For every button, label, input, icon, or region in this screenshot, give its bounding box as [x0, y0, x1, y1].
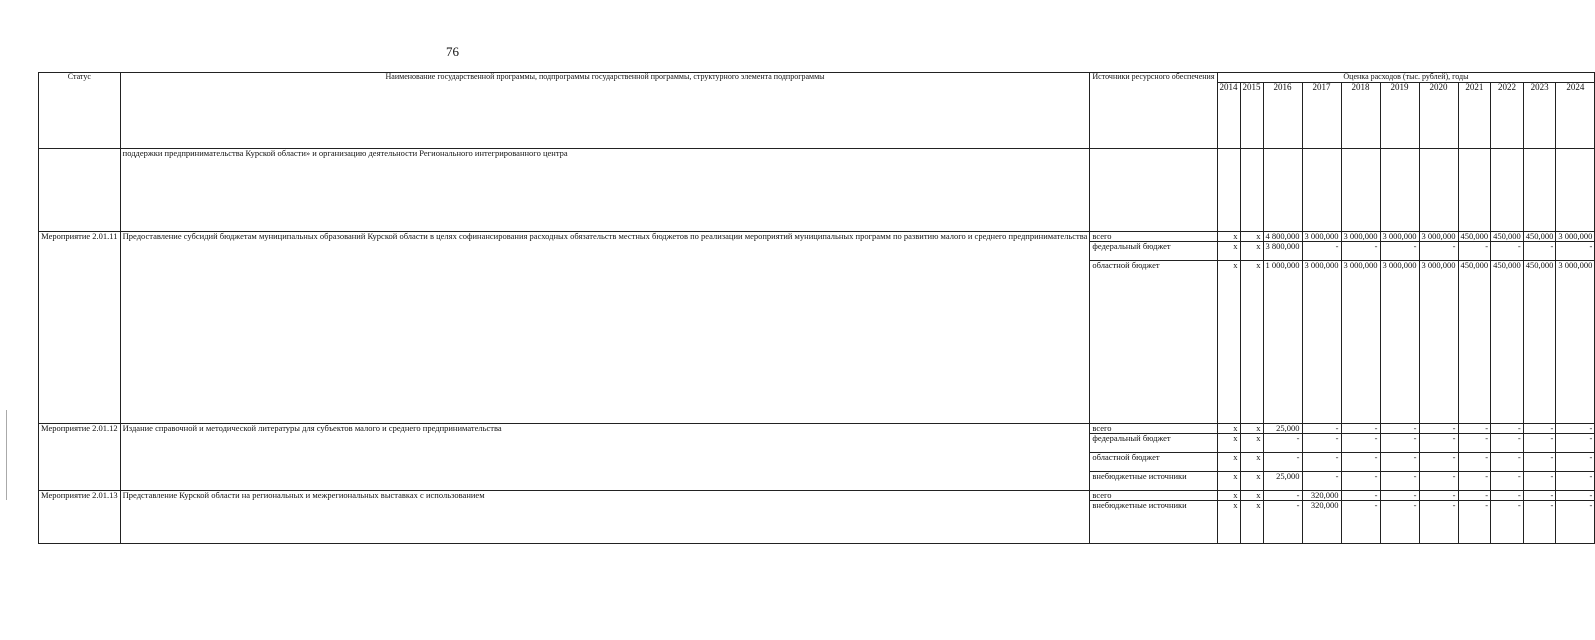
value-cell: 450,000	[1491, 232, 1524, 242]
source-cell: внебюджетные источники	[1090, 472, 1217, 491]
source-cell: областной бюджет	[1090, 453, 1217, 472]
value-cell: -	[1458, 472, 1491, 491]
year-header: 2014	[1217, 83, 1240, 149]
value-cell: -	[1341, 242, 1380, 261]
value-cell: -	[1556, 434, 1595, 453]
value-cell: х	[1217, 434, 1240, 453]
value-cell: 25,000	[1263, 424, 1302, 434]
budget-table	[38, 72, 1595, 544]
value-cell: -	[1341, 491, 1380, 501]
continuation-row	[39, 149, 1595, 232]
value-cell: -	[1380, 472, 1419, 491]
value-cell: -	[1523, 472, 1556, 491]
year-header: 2020	[1419, 83, 1458, 149]
value-cell: -	[1302, 472, 1341, 491]
value-cell: 3 000,000	[1302, 232, 1341, 242]
value-cell: х	[1240, 242, 1263, 261]
value-cell: 3 000,000	[1556, 232, 1595, 242]
value-cell: х	[1217, 472, 1240, 491]
value-cell: -	[1523, 501, 1556, 544]
table-row	[39, 491, 1595, 501]
table-row	[39, 424, 1595, 434]
value-cell: -	[1419, 501, 1458, 544]
value-cell: -	[1341, 501, 1380, 544]
value-cell: х	[1240, 453, 1263, 472]
value-cell: -	[1491, 472, 1524, 491]
source-cell: федеральный бюджет	[1090, 434, 1217, 453]
value-cell: -	[1458, 424, 1491, 434]
value-cell: 4 800,000	[1263, 232, 1302, 242]
value-cell: х	[1240, 232, 1263, 242]
value-cell: -	[1302, 242, 1341, 261]
source-cell: всего	[1090, 424, 1217, 434]
source-cell: внебюджетные источники	[1090, 501, 1217, 544]
value-cell: х	[1217, 261, 1240, 424]
value-cell: х	[1240, 491, 1263, 501]
value-cell: 25,000	[1263, 472, 1302, 491]
year-header: 2016	[1263, 83, 1302, 149]
value-cell: х	[1240, 501, 1263, 544]
value-cell: -	[1458, 434, 1491, 453]
value-cell: 3 000,000	[1341, 232, 1380, 242]
value-cell: х	[1217, 424, 1240, 434]
value-cell: -	[1458, 501, 1491, 544]
value-cell: 3 000,000	[1556, 261, 1595, 424]
value-cell: 3 000,000	[1419, 232, 1458, 242]
value-cell: -	[1523, 424, 1556, 434]
value-cell: 450,000	[1458, 232, 1491, 242]
value-cell: 450,000	[1458, 261, 1491, 424]
value-cell: -	[1556, 424, 1595, 434]
value-cell: -	[1341, 424, 1380, 434]
measure-status: Мероприятие 2.01.11	[39, 232, 121, 424]
table-row	[39, 232, 1595, 242]
source-cell: областной бюджет	[1090, 261, 1217, 424]
value-cell: -	[1458, 491, 1491, 501]
measure-name: Предоставление субсидий бюджетам муниципальных образований Курской области в целях софинансирования расходных обязательств местных бюджетов по реализации мероприятий муниципальных программ по развитию малого и среднего предпринимательства	[120, 232, 1090, 424]
value-cell: х	[1240, 424, 1263, 434]
value-cell: -	[1556, 242, 1595, 261]
value-cell: -	[1263, 434, 1302, 453]
value-cell: -	[1380, 424, 1419, 434]
header-name: Наименование государственной программы, подпрограммы государственной программы, структурного элемента подпрограммы	[120, 73, 1090, 149]
value-cell: -	[1523, 434, 1556, 453]
value-cell: -	[1302, 434, 1341, 453]
value-cell: -	[1419, 424, 1458, 434]
value-cell: х	[1240, 261, 1263, 424]
header-estimate: Оценка расходов (тыс. рублей), годы	[1217, 73, 1595, 83]
year-header: 2022	[1491, 83, 1524, 149]
source-cell: федеральный бюджет	[1090, 242, 1217, 261]
value-cell: 320,000	[1302, 501, 1341, 544]
value-cell: -	[1523, 453, 1556, 472]
source-cell: всего	[1090, 232, 1217, 242]
value-cell: 3 000,000	[1419, 261, 1458, 424]
value-cell: -	[1380, 491, 1419, 501]
value-cell: х	[1240, 472, 1263, 491]
value-cell: 450,000	[1491, 261, 1524, 424]
value-cell: -	[1491, 424, 1524, 434]
value-cell: х	[1217, 232, 1240, 242]
header-status: Статус	[39, 73, 121, 149]
value-cell: 450,000	[1523, 232, 1556, 242]
value-cell: -	[1491, 491, 1524, 501]
year-header: 2024	[1556, 83, 1595, 149]
value-cell: -	[1556, 453, 1595, 472]
value-cell: -	[1419, 242, 1458, 261]
value-cell: -	[1419, 491, 1458, 501]
measure-name: Представление Курской области на региональных и межрегиональных выставках с использованием	[120, 491, 1090, 544]
value-cell: -	[1458, 242, 1491, 261]
value-cell: -	[1263, 453, 1302, 472]
value-cell: х	[1217, 501, 1240, 544]
value-cell: -	[1556, 491, 1595, 501]
measure-status: Мероприятие 2.01.12	[39, 424, 121, 491]
value-cell: 450,000	[1523, 261, 1556, 424]
value-cell: -	[1302, 424, 1341, 434]
value-cell: х	[1217, 491, 1240, 501]
value-cell: -	[1491, 453, 1524, 472]
year-header: 2019	[1380, 83, 1419, 149]
value-cell: 3 800,000	[1263, 242, 1302, 261]
value-cell: -	[1263, 501, 1302, 544]
measure-name: Издание справочной и методической литературы для субъектов малого и среднего предпринимательства	[120, 424, 1090, 491]
value-cell: -	[1341, 434, 1380, 453]
continuation-name: поддержки предпринимательства Курской области» и организацию деятельности Регионального интегрированного центра	[120, 149, 1090, 232]
value-cell: -	[1491, 501, 1524, 544]
value-cell: -	[1491, 434, 1524, 453]
value-cell: -	[1380, 434, 1419, 453]
value-cell: 3 000,000	[1302, 261, 1341, 424]
scan-margin-mark	[6, 410, 7, 500]
value-cell: -	[1419, 453, 1458, 472]
value-cell: -	[1302, 453, 1341, 472]
value-cell: -	[1556, 472, 1595, 491]
measure-status: Мероприятие 2.01.13	[39, 491, 121, 544]
value-cell: -	[1523, 491, 1556, 501]
value-cell: -	[1523, 242, 1556, 261]
year-header: 2021	[1458, 83, 1491, 149]
value-cell: -	[1419, 472, 1458, 491]
header-sources: Источники ресурсного обеспечения	[1090, 73, 1217, 149]
value-cell: 1 000,000	[1263, 261, 1302, 424]
value-cell: 320,000	[1302, 491, 1341, 501]
value-cell: х	[1217, 242, 1240, 261]
value-cell: 3 000,000	[1380, 232, 1419, 242]
year-header: 2017	[1302, 83, 1341, 149]
value-cell: х	[1240, 434, 1263, 453]
year-header: 2023	[1523, 83, 1556, 149]
page-number: 76	[446, 44, 459, 59]
value-cell: -	[1380, 453, 1419, 472]
year-header: 2015	[1240, 83, 1263, 149]
value-cell: х	[1217, 453, 1240, 472]
value-cell: -	[1458, 453, 1491, 472]
value-cell: -	[1341, 453, 1380, 472]
value-cell: 3 000,000	[1380, 261, 1419, 424]
source-cell: всего	[1090, 491, 1217, 501]
year-header: 2018	[1341, 83, 1380, 149]
value-cell: -	[1263, 491, 1302, 501]
value-cell: -	[1380, 501, 1419, 544]
value-cell: -	[1380, 242, 1419, 261]
value-cell: -	[1556, 501, 1595, 544]
value-cell: -	[1419, 434, 1458, 453]
value-cell: -	[1341, 472, 1380, 491]
value-cell: -	[1491, 242, 1524, 261]
value-cell: 3 000,000	[1341, 261, 1380, 424]
